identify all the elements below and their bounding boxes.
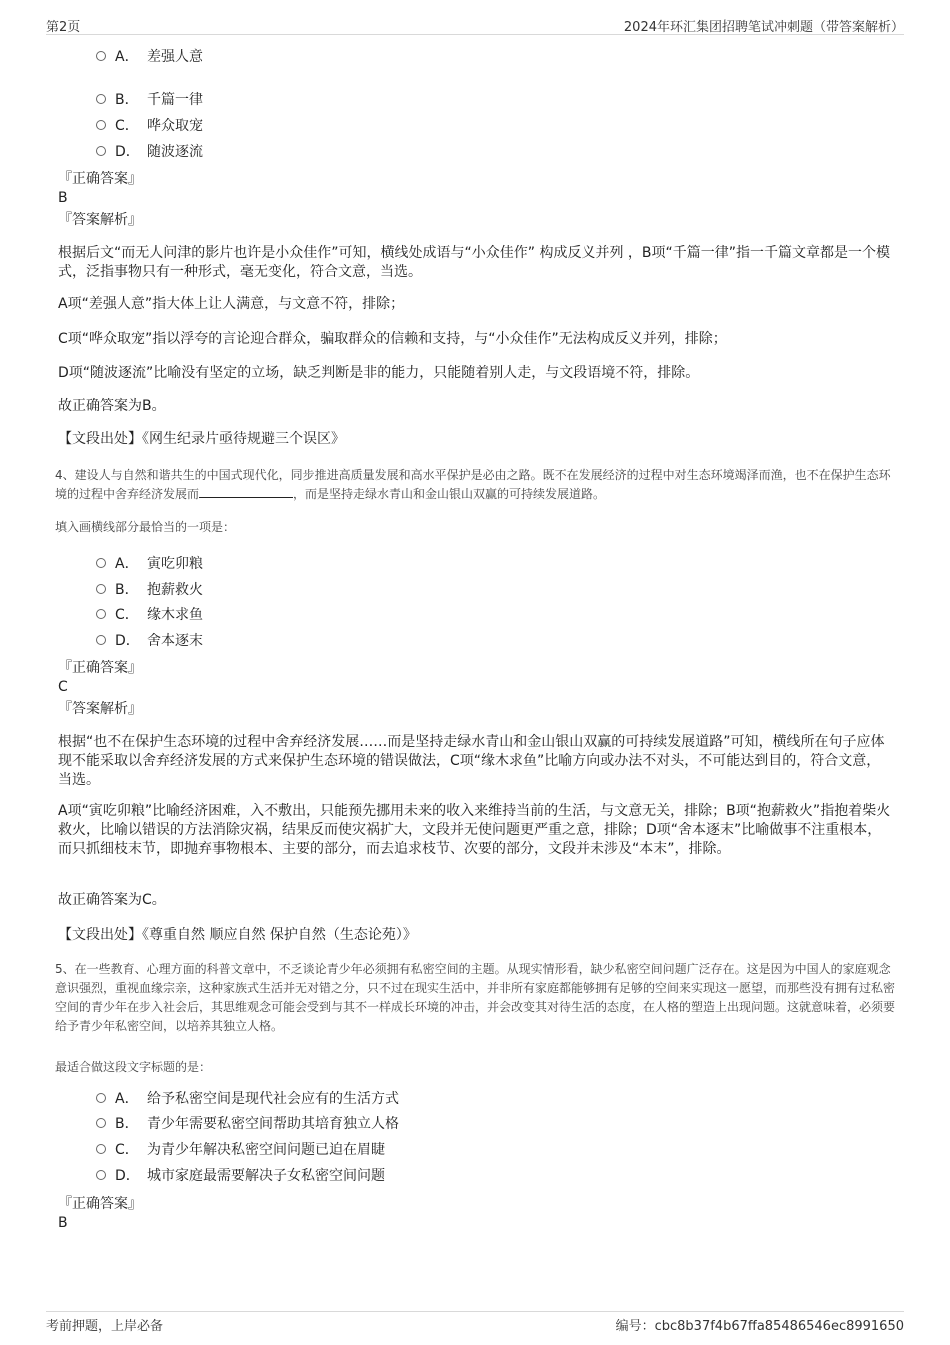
q3-answer-label: 『正确答案』: [58, 171, 142, 187]
q4-option-b[interactable]: B． 抱薪救火: [96, 580, 203, 600]
q5-answer: B: [58, 1215, 68, 1231]
radio-icon[interactable]: [96, 1170, 106, 1180]
q4-analysis-options: A项“寅吃卯粮”比喻经济困难，入不敷出，只能预先挪用未来的收入来维持当前的生活，与文意无关，排除；B项“抱薪救火”指抱着柴火救火，比喻以错误的方法消除灾祸，结果反而使灾祸扩大，文段并无使问题更严重之意，排除；D项“舍本逐末”比喻做事不注重根本，而只抓细枝末节，即抛弃事物根本、主要的部分，而去追求枝节、次要的部分，文段并未涉及“本末”，排除。: [58, 803, 891, 857]
radio-icon[interactable]: [96, 51, 106, 61]
q3-option-a[interactable]: A． 差强人意: [96, 47, 203, 67]
radio-icon[interactable]: [96, 584, 106, 594]
q3-conclusion: 故正确答案为B。: [58, 398, 166, 414]
fill-blank: [199, 486, 293, 498]
q5-option-a[interactable]: A． 给予私密空间是现代社会应有的生活方式: [96, 1089, 399, 1109]
q3-source: 【文段出处】《网生纪录片亟待规避三个误区》: [58, 431, 345, 447]
q5-stem: 5、在一些教育、心理方面的科普文章中，不乏谈论青少年必须拥有私密空间的主题。从现实情形看，缺少私密空间问题广泛存在。这是因为中国人的家庭观念意识强烈，重视血缘宗亲，这种家族式生活并无对错之分，只不过在现实生活中，并非所有家庭都能够拥有足够的空间来实现这一愿望，而那些没有拥有过私密空间的青少年在步入社会后，其思维观念可能会受到与其不一样成长环境的冲击，并会改变其对待生活的态度，在人格的塑造上出现问题。这就意味着，必须要给予青少年私密空间，以培养其独立人格。: [55, 962, 896, 1033]
page-header: [46, 16, 904, 35]
q5-option-c[interactable]: C． 为青少年解决私密空间问题已迫在眉睫: [96, 1140, 385, 1160]
radio-icon[interactable]: [96, 609, 106, 619]
q4-option-d[interactable]: D． 舍本逐末: [96, 631, 203, 651]
q5-option-b[interactable]: B． 青少年需要私密空间帮助其培育独立人格: [96, 1114, 399, 1134]
q3-analysis-c: C项“哗众取宠”指以浮夸的言论迎合群众，骗取群众的信赖和支持，与“小众佳作”无法构成反义并列，排除；: [58, 331, 727, 347]
radio-icon[interactable]: [96, 1093, 106, 1103]
footer-slogan: 考前押题，上岸必备: [46, 1319, 164, 1334]
document-id: 编号：cbc8b37f4b67ffa85486546ec8991650: [615, 1319, 904, 1334]
q3-analysis-main: 根据后文“而无人问津的影片也许是小众佳作”可知，横线处成语与“小众佳作” 构成反义并列 ，B项“千篇一律”指一千篇文章都是一个模式，泛指事物只有一种形式，毫无变化，符合文意，当选。: [58, 245, 891, 280]
q3-answer: B: [58, 190, 68, 206]
q4-prompt: 填入画横线部分最恰当的一项是：: [55, 520, 236, 534]
page-footer: [46, 1311, 904, 1334]
q4-analysis-label: 『答案解析』: [58, 701, 142, 717]
radio-icon[interactable]: [96, 635, 106, 645]
q4-answer-label: 『正确答案』: [58, 660, 142, 676]
q4-answer: C: [58, 679, 68, 695]
q3-analysis-label: 『答案解析』: [58, 212, 142, 228]
q4-analysis-main: 根据“也不在保护生态环境的过程中舍弃经济发展……而是坚持走绿水青山和金山银山双赢的可持续发展道路”可知，横线所在句子应体现不能采取以舍弃经济发展的方式来保护生态环境的错误做法，C项“缘木求鱼”比喻方向或办法不对头，不可能达到目的，符合文意，当选。: [58, 734, 885, 788]
q3-option-c[interactable]: C． 哗众取宠: [96, 116, 203, 136]
q3-analysis-a: A项“差强人意”指大体上让人满意，与文意不符，排除；: [58, 296, 405, 312]
q5-option-d[interactable]: D． 城市家庭最需要解决子女私密空间问题: [96, 1166, 385, 1186]
q5-prompt: 最适合做这段文字标题的是：: [55, 1060, 212, 1074]
q3-option-b[interactable]: B． 千篇一律: [96, 90, 203, 110]
q4-conclusion: 故正确答案为C。: [58, 892, 166, 908]
q5-answer-label: 『正确答案』: [58, 1196, 142, 1212]
q3-option-d[interactable]: D． 随波逐流: [96, 142, 203, 162]
q4-option-c[interactable]: C． 缘木求鱼: [96, 605, 203, 625]
document-title: 2024年环汇集团招聘笔试冲刺题（带答案解析）: [623, 20, 904, 35]
page-number: 第2页: [46, 20, 81, 35]
radio-icon[interactable]: [96, 94, 106, 104]
radio-icon[interactable]: [96, 1118, 106, 1128]
q4-stem: 4、建设人与自然和谐共生的中国式现代化，同步推进高质量发展和高水平保护是必由之路。既不在发展经济的过程中对生态环境竭泽而渔，也不在保护生态环境的过程中舍弃经济发展而 ，而是坚持走绿水青山和金山银山双赢的可持续发展道路。: [55, 468, 891, 501]
radio-icon[interactable]: [96, 146, 106, 156]
radio-icon[interactable]: [96, 1144, 106, 1154]
q3-analysis-d: D项“随波逐流”比喻没有坚定的立场，缺乏判断是非的能力，只能随着别人走，与文段语境不符，排除。: [58, 365, 700, 381]
radio-icon[interactable]: [96, 120, 106, 130]
q4-source: 【文段出处】《尊重自然 顺应自然 保护自然（生态论苑）》: [58, 927, 417, 943]
q4-option-a[interactable]: A． 寅吃卯粮: [96, 554, 203, 574]
radio-icon[interactable]: [96, 558, 106, 568]
